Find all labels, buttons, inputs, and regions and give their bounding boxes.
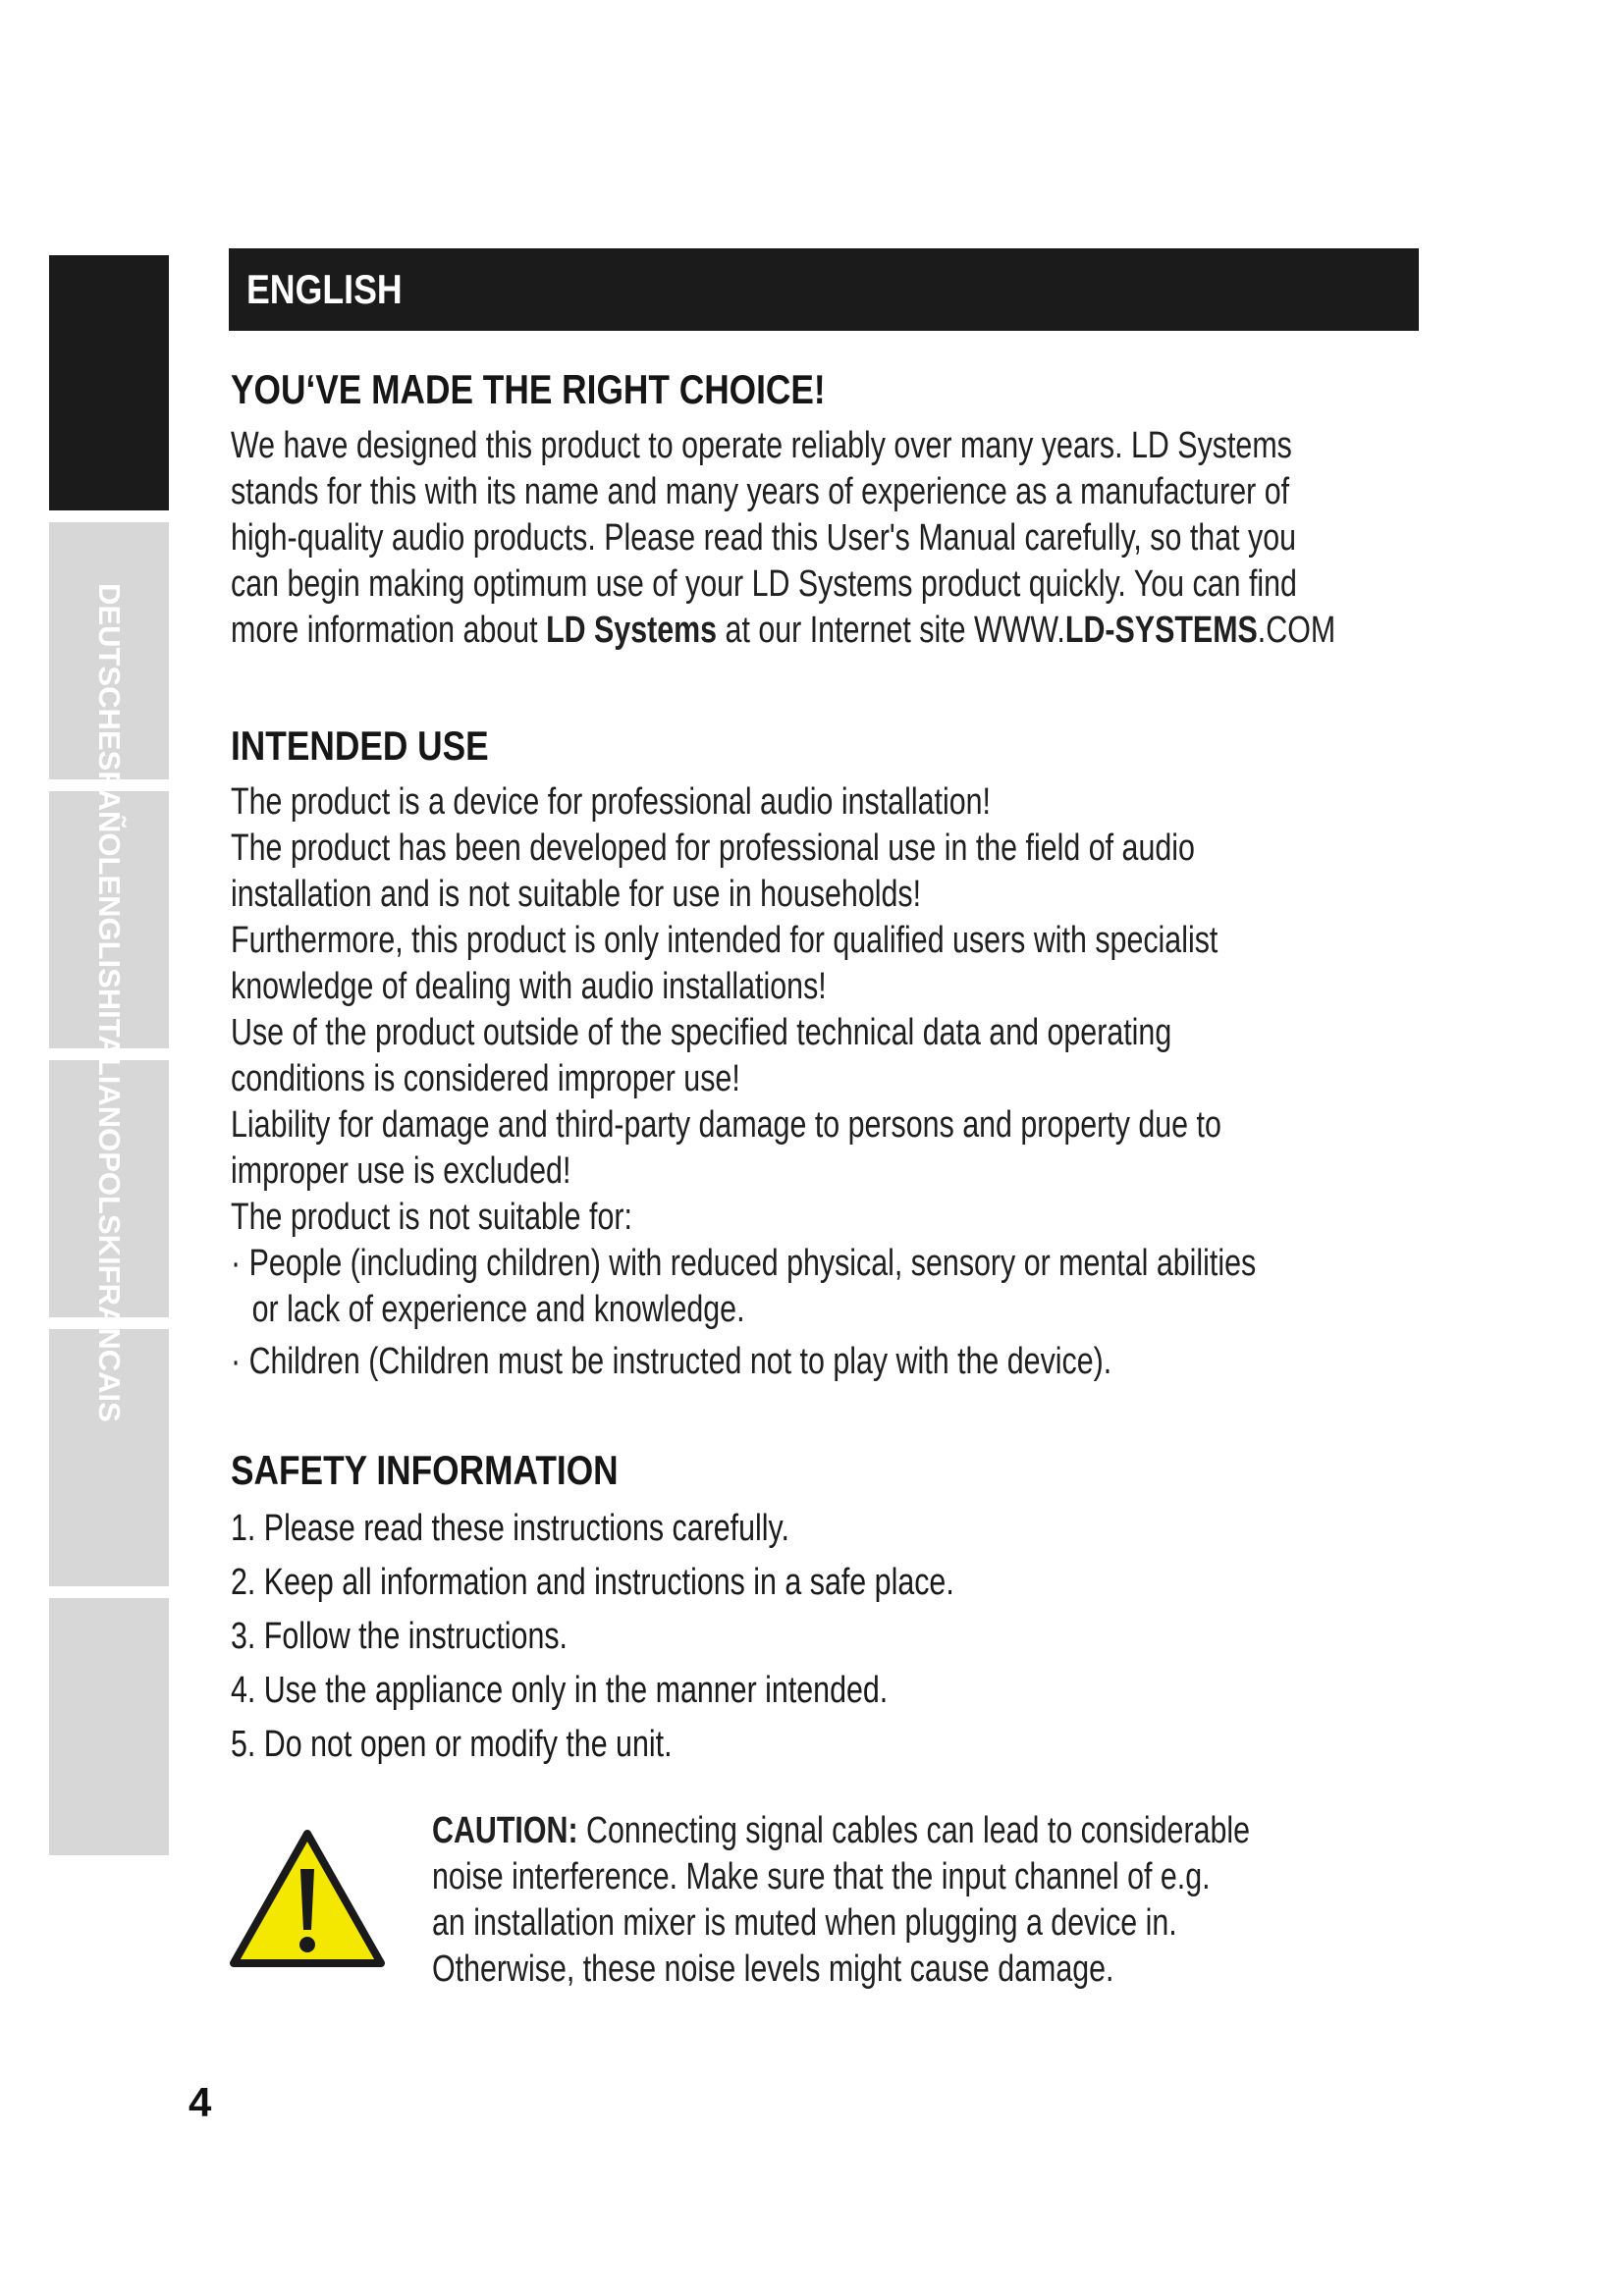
text-line: knowledge of dealing with audio installations! (231, 966, 827, 1007)
side-language-label: DEUTSCHESPAÑOLENGLISHITALIANOPOLSKIFRANCAIS (92, 583, 127, 1422)
language-header-bar (229, 248, 1419, 331)
text-line: noise interference. Make sure that the input channel of e.g. (432, 1856, 1211, 1897)
text-line: an installation mixer is muted when plugging a device in. (432, 1902, 1177, 1944)
safety-list-item: 1. Please read these instructions carefully. (231, 1508, 789, 1549)
bullet-item: · People (including children) with reduced physical, sensory or mental abilities (231, 1243, 1257, 1284)
section-heading: INTENDED USE (231, 722, 489, 769)
brand-name: LD Systems (546, 610, 718, 651)
text-line: The product is a device for professional audio installation! (231, 781, 991, 823)
text-line: conditions is considered improper use! (231, 1058, 740, 1099)
safety-list-item: 4. Use the appliance only in the manner intended. (231, 1670, 889, 1711)
safety-list-item: 3. Follow the instructions. (231, 1616, 568, 1657)
text-line: Furthermore, this product is only intended for qualified users with specialist (231, 920, 1218, 961)
text-line: Liability for damage and third-party damage to persons and property due to (231, 1104, 1221, 1146)
intended-use-paragraph (231, 779, 1409, 1385)
text-line: The product is not suitable for: (231, 1197, 632, 1238)
section-heading: YOU‘VE MADE THE RIGHT CHOICE! (231, 366, 826, 412)
safety-list-item: 2. Keep all information and instructions in a safe place. (231, 1562, 954, 1603)
text-line: more information about LD Systems at our Internet site WWW.LD-SYSTEMS.COM (231, 610, 1336, 651)
text-line: stands for this with its name and many years of experience as a manufacturer of (231, 471, 1290, 512)
caution-block (432, 1808, 1453, 1993)
bullet-item: · Children (Children must be instructed not to play with the device). (231, 1341, 1112, 1382)
caution-label: CAUTION: (432, 1810, 578, 1851)
text-line: improper use is excluded! (231, 1150, 571, 1192)
side-tab-francais[interactable] (49, 1598, 169, 1855)
website-link-bold[interactable]: LD-SYSTEMS (1064, 610, 1258, 651)
header-title: ENGLISH (246, 266, 403, 312)
text-line: can begin making optimum use of your LD Systems product quickly. You can find (231, 563, 1297, 605)
text-line: Otherwise, these noise levels might cause damage. (432, 1949, 1114, 1990)
safety-list-item: 5. Do not open or modify the unit. (231, 1724, 673, 1765)
text-line: installation and is not suitable for use in households! (231, 874, 922, 915)
text-line: Use of the product outside of the specified technical data and operating (231, 1012, 1172, 1053)
side-tab-english[interactable] (49, 255, 169, 510)
section-intended-use (231, 722, 1429, 1385)
text-line: We have designed this product to operate reliably over many years. LD Systems (231, 425, 1292, 466)
bullet-item-continued: or lack of experience and knowledge. (251, 1289, 745, 1330)
section-heading: SAFETY INFORMATION (231, 1447, 619, 1493)
section-safety-information (231, 1447, 1429, 1772)
text-line: high-quality audio products. Please read this User's Manual carefully, so that you (231, 517, 1297, 559)
warning-triangle-icon (229, 1828, 386, 1970)
intro-paragraph (231, 423, 1409, 654)
page-number: 4 (189, 2079, 212, 2125)
text-line: CAUTION: Connecting signal cables can lead to considerable (432, 1810, 1251, 1851)
section-right-choice (231, 366, 1429, 654)
text-line: The product has been developed for professional use in the field of audio (231, 828, 1195, 869)
